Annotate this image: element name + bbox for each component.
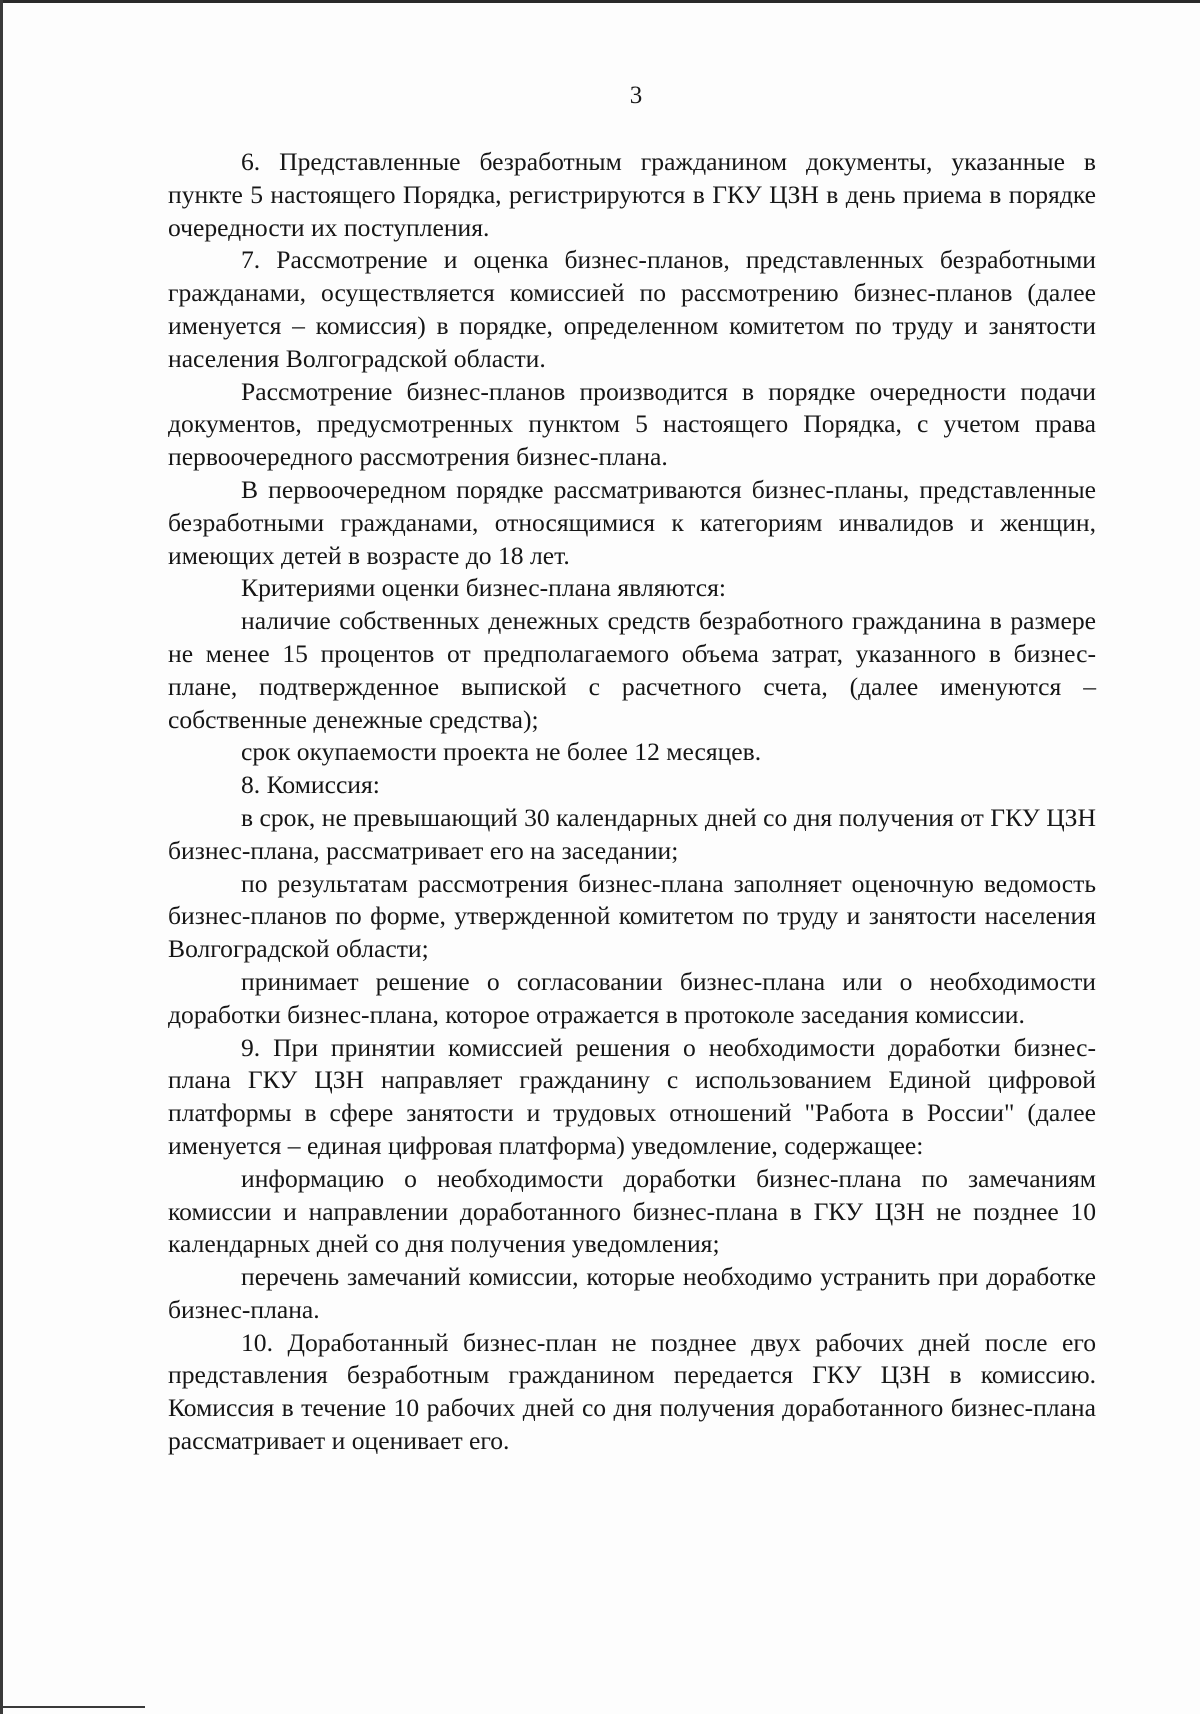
paragraph-10: 10. Доработанный бизнес-план не позднее двух рабочих дней после его представления безработным гражданином передается ГКУ ЦЗН в комиссию. Комиссия в течение 10 рабочих дней со дня получения доработанного бизнес-плана рассматривает и оценивает его.	[168, 1327, 1096, 1456]
paragraph-criteria-own-funds: наличие собственных денежных средств безработного гражданина в размере не менее 15 процентов от предполагаемого объема затрат, указанного в бизнес-плане, подтвержденное выпиской с расчетного счета, (далее именуются – собственные денежные средства);	[168, 606, 1096, 734]
paragraph-8-term: в срок, не превышающий 30 календарных дней со дня получения от ГКУ ЦЗН бизнес-плана, рассматривает его на заседании;	[168, 802, 1096, 865]
scan-edge-top	[0, 0, 1200, 3]
paragraph-8-evaluation: по результатам рассмотрения бизнес-плана заполняет оценочную ведомость бизнес-планов по форме, утвержденной комитетом по труду и занятости населения Волгоградской области;	[168, 868, 1096, 964]
paragraph-9-info: информацию о необходимости доработки бизнес-плана по замечаниям комиссии и направлении доработанного бизнес-плана в ГКУ ЦЗН не позднее 10 календарных дней со дня получения уведомления;	[168, 1163, 1096, 1259]
page-number: 3	[629, 82, 643, 109]
paragraph-8-decision: принимает решение о согласовании бизнес-плана или о необходимости доработки бизнес-плана, которое отражается в протоколе заседания комиссии.	[168, 966, 1096, 1029]
paragraph-priority: В первоочередном порядке рассматриваются бизнес-планы, представленные безработными гражданами, относящимися к категориям инвалидов и женщин, имеющих детей в возрасте до 18 лет.	[168, 474, 1096, 570]
paragraph-review-order: Рассмотрение бизнес-планов производится в порядке очередности подачи документов, предусмотренных пунктом 5 настоящего Порядка, с учетом права первоочередного рассмотрения бизнес-плана.	[168, 376, 1096, 472]
paragraph-9: 9. При принятии комиссией решения о необходимости доработки бизнес-плана ГКУ ЦЗН направляет гражданину с использованием Единой цифровой платформы в сфере занятости и трудовых отношений "Работа в России" (далее именуется – единая цифровая платформа) уведомление, содержащее:	[168, 1032, 1096, 1160]
scan-edge-bottom	[0, 1706, 145, 1708]
paragraph-6: 6. Представленные безработным гражданином документы, указанные в пункте 5 настоящего Порядка, регистрируются в ГКУ ЦЗН в день приема в порядке очередности их поступления.	[168, 147, 1096, 242]
document-body	[168, 146, 1096, 1458]
paragraph-8: 8. Комиссия:	[241, 770, 380, 800]
paragraph-criteria-payback: срок окупаемости проекта не более 12 месяцев.	[241, 737, 762, 767]
paragraph-7: 7. Рассмотрение и оценка бизнес-планов, представленных безработными гражданами, осуществляется комиссией по рассмотрению бизнес-планов (далее именуется – комиссия) в порядке, определенном комитетом по труду и занятости населения Волгоградской области.	[168, 245, 1096, 373]
scan-edge-left	[0, 0, 3, 1714]
paragraph-9-remarks: перечень замечаний комиссии, которые необходимо устранить при доработке бизнес-плана.	[168, 1262, 1096, 1324]
paragraph-criteria-heading: Критериями оценки бизнес-плана являются:	[241, 573, 727, 603]
